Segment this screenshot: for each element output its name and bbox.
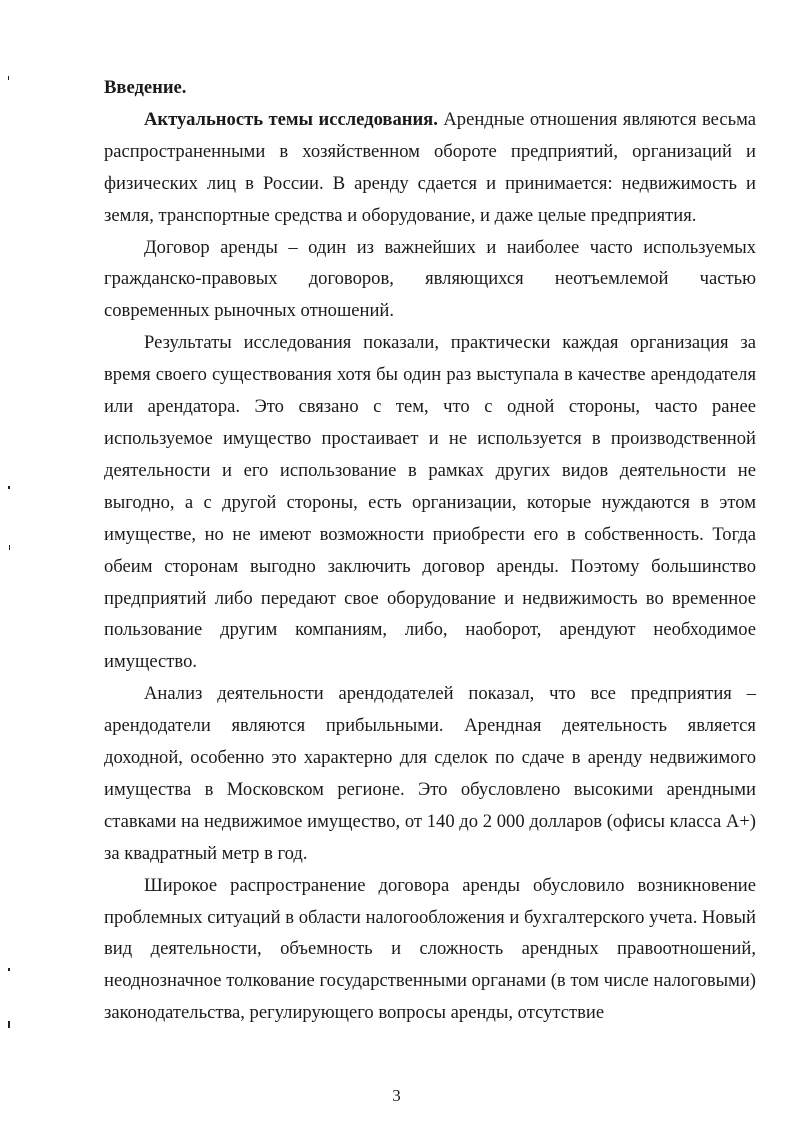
paragraph-relevance [104,104,756,232]
paragraph-lease-contract: Договор аренды – один из важнейших и наиболее часто используемых гражданско-правовых договоров, являющихся неотъемлемой частью современных рыночных отношений. [104,236,756,322]
scan-artifact [8,76,9,80]
paragraph-lessor-analysis: Анализ деятельности арендодателей показал, что все предприятия – арендодатели являются прибыльными. Арендная деятельность является доходной, особенно это характерно для сделок по сдаче в аренду недвижимого имущества в Московском регионе. Это обусловлено высокими арендными ставками на недвижимое имущество, от 140 до 2 000 долларов (офисы класса А+) за квадратный метр в год. [104,683,756,864]
scan-artifact [9,545,10,550]
scan-artifact [8,486,10,489]
paragraph-taxation-problems: Широкое распространение договора аренды обусловило возникновение проблемных ситуаций в области налогообложения и бухгалтерского учета. Новый вид деятельности, объемность и сложность арендных правоотношений, неоднозначное толкование государственными органами (в том числе налоговыми) законодательства, регулирующего вопросы аренды, отсутствие [104,874,756,1024]
paragraph-research-results: Результаты исследования показали, практически каждая организация за время своего существования хотя бы один раз выступала в качестве арендодателя или арендатора. Это связано с тем, что с одной стороны, часто ранее используемое имущество простаивает и не используется в производственной деятельности и его использование в рамках других видов деятельности не выгодно, а с другой стороны, есть организации, которые нуждаются в этом имуществе, но не имеют возможности приобрести его в собственность. Тогда обеим сторонам выгодно заключить договор аренды. Поэтому большинство предприятий либо передают свое оборудование и недвижимость во временное пользование другим компаниям, либо, наоборот, арендуют необходимое имущество. [104,332,756,673]
scan-artifact [8,968,10,971]
paragraph-lead-bold: Актуальность темы исследования. [144,108,438,130]
page-number: 3 [392,1086,401,1105]
section-heading: Введение. [104,77,187,98]
scan-artifact [8,1021,10,1028]
paragraph-text: Арендные отношения являются весьма распространенными в хозяйственном обороте предприятий, организаций и физических лиц в России. В аренду сдается и принимается: недвижимость и земля, транспортные средства и оборудование, и даже целые предприятия. [104,108,756,226]
document-body [104,72,756,1029]
